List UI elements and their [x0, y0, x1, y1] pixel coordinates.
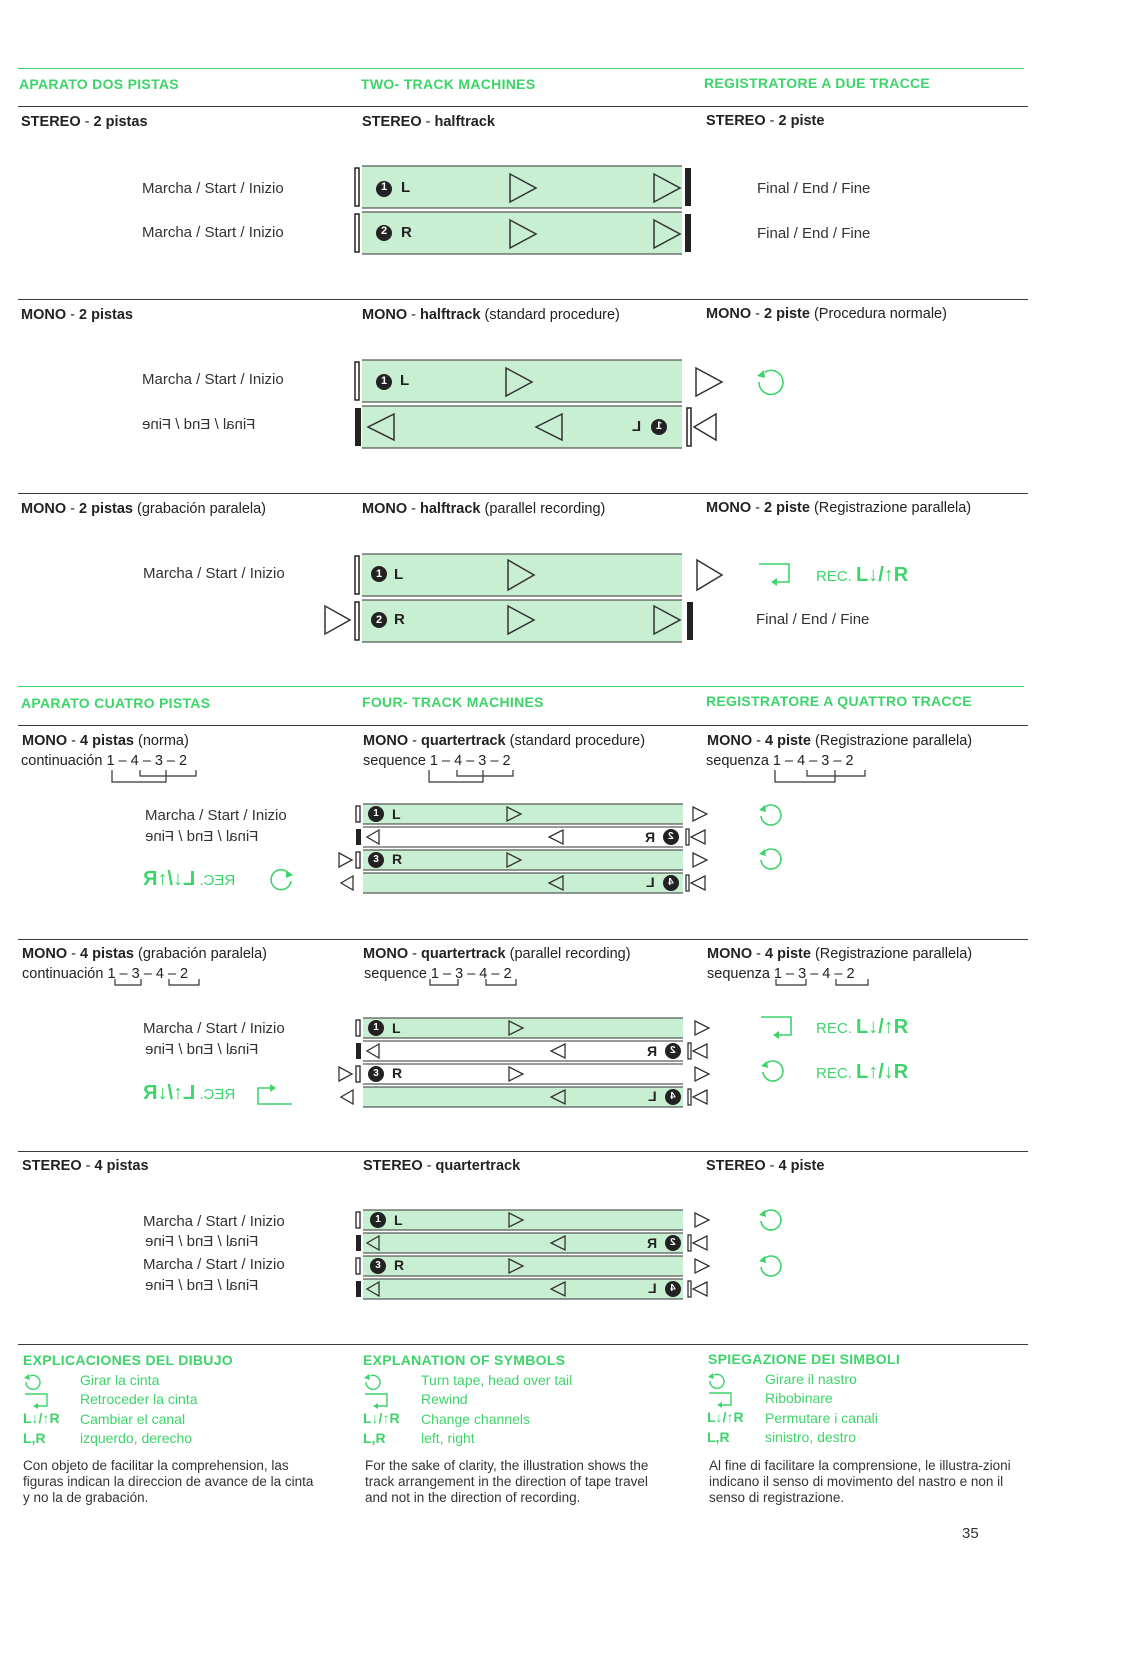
legend-note-es: Con objeto de facilitar la comprehension, las figuras indican la direccion de avance de la cinta y no la de grabación. — [23, 1458, 314, 1505]
legend-en-item: Rewind — [421, 1391, 468, 1407]
start-label: Marcha / Start / Inizio — [143, 1256, 285, 1273]
legend-key-lr: L,R — [23, 1430, 46, 1446]
end-label: Final / End / Fine — [757, 225, 871, 242]
end-label-mirrored: Final / End / Fine — [142, 416, 256, 433]
rewind-icon — [363, 1392, 391, 1410]
sequence-bracket — [427, 770, 527, 786]
section-rule — [18, 493, 1028, 494]
section-title-it: MONO - 2 piste (Registrazione parallela) — [706, 500, 972, 516]
start-label: Marcha / Start / Inizio — [143, 1213, 285, 1230]
tape-diagram-mono-2-parallel — [320, 548, 730, 648]
turn-tape-icon — [23, 1372, 47, 1392]
track-label: R — [392, 851, 403, 867]
section-title-it: STEREO - 2 piste — [706, 113, 825, 129]
section-title-en: STEREO - quartertrack — [363, 1158, 521, 1174]
start-label: Marcha / Start / Inizio — [143, 565, 285, 582]
header-en: FOUR- TRACK MACHINES — [362, 694, 544, 710]
turn-tape-icon — [757, 1253, 787, 1279]
turn-tape-icon — [755, 366, 791, 398]
rewind-icon — [707, 1391, 735, 1409]
legend-en-item: Turn tape, head over tail — [421, 1372, 573, 1388]
start-label: Marcha / Start / Inizio — [142, 180, 284, 197]
legend-es-item: Cambiar el canal — [80, 1411, 186, 1427]
section-title-it: MONO - 2 piste (Procedura normale) — [706, 306, 947, 322]
rewind-icon-mirrored — [256, 1084, 294, 1108]
section-rule — [18, 106, 1028, 107]
section-title-es: STEREO - 2 pistas — [21, 114, 148, 130]
track-number: 1 — [655, 420, 663, 432]
section-title-es: MONO - 4 pistas (norma) — [22, 733, 189, 749]
rewind-icon — [759, 1015, 795, 1039]
section-title-it: STEREO - 4 piste — [706, 1158, 825, 1174]
rec-change-channels-mirrored: REC. L↓/↑R — [143, 868, 236, 890]
track-label: R — [394, 611, 405, 628]
sequence-en: sequence 1 – 3 – 4 – 2 — [364, 966, 512, 982]
legend-es-item: Girar la cinta — [80, 1372, 160, 1388]
turn-tape-icon — [759, 1058, 789, 1084]
turn-tape-icon — [707, 1371, 731, 1391]
section-title-en: MONO - quartertrack (parallel recording) — [363, 946, 631, 962]
section-title-es: STEREO - 4 pistas — [22, 1158, 149, 1174]
legend-es-item: izquerdo, derecho — [80, 1430, 193, 1446]
legend-en-item: left, right — [421, 1430, 475, 1446]
track-label: L — [400, 372, 410, 389]
sequence-bracket — [110, 770, 210, 786]
track-number: 2 — [670, 1237, 676, 1248]
track-number: 4 — [668, 877, 674, 888]
sequence-bracket — [773, 770, 873, 786]
track-number: 1 — [373, 1022, 379, 1033]
start-label: Marcha / Start / Inizio — [142, 371, 284, 388]
section-rule — [18, 725, 1028, 726]
section-title-en: MONO - halftrack (standard procedure) — [362, 307, 620, 323]
rec-change-channels: REC. L↓/↑R — [816, 564, 909, 586]
header-es: APARATO DOS PISTAS — [19, 76, 179, 92]
track-number: 2 — [375, 614, 383, 626]
rec-change-channels: REC. L↑/↓R — [816, 1061, 909, 1083]
track-number: 1 — [373, 808, 379, 819]
track-label-mirrored: R — [645, 829, 656, 845]
track-number: 2 — [668, 831, 674, 842]
legend-it-item: Permutare i canali — [765, 1410, 878, 1426]
sequence-it: sequenza 1 – 4 – 3 – 2 — [706, 753, 854, 769]
track-label-mirrored: L — [648, 1088, 657, 1104]
tape-diagram-stereo-4 — [335, 1206, 715, 1302]
section-title-es: MONO - 2 pistas — [21, 307, 133, 323]
track-number: 1 — [380, 375, 388, 387]
end-label-mirrored: Final / End / Fine — [145, 828, 259, 845]
legend-es-item: Retroceder la cinta — [80, 1391, 198, 1407]
legend-key-lr: L,R — [707, 1429, 730, 1445]
legend-it-item: sinistro, destro — [765, 1429, 857, 1445]
track-number: 2 — [380, 225, 388, 237]
end-label: Final / End / Fine — [756, 611, 870, 628]
track-label: R — [392, 1065, 403, 1081]
section-rule — [18, 299, 1028, 300]
track-label: L — [392, 806, 401, 822]
legend-key-change: L↓/↑R — [707, 1409, 744, 1425]
sequence-es: continuación 1 – 3 – 4 – 2 — [22, 966, 189, 982]
header-es: APARATO CUATRO PISTAS — [21, 695, 211, 711]
tape-diagram-stereo-2 — [350, 160, 700, 260]
end-label-mirrored: Final / End / Fine — [145, 1041, 259, 1058]
turn-tape-icon — [757, 802, 787, 828]
start-label: Marcha / Start / Inizio — [143, 1020, 285, 1037]
section-title-en: MONO - quartertrack (standard procedure) — [363, 733, 646, 749]
sequence-bracket — [113, 979, 213, 989]
section-title-en: MONO - halftrack (parallel recording) — [362, 501, 606, 517]
legend-title-en: EXPLANATION OF SYMBOLS — [363, 1352, 566, 1368]
track-label: R — [394, 1257, 405, 1273]
start-label: Marcha / Start / Inizio — [145, 807, 287, 824]
rewind-icon — [757, 562, 793, 586]
section-title-en: STEREO - halftrack — [362, 114, 495, 130]
track-number: 3 — [373, 1068, 379, 1079]
legend-note-it: Al fine di facilitare la comprensione, le illustra-zioni indicano il senso di movimento del nastro e non il senso di registrazione. — [709, 1458, 1011, 1505]
header-rule — [18, 68, 1024, 69]
track-number: 3 — [373, 854, 379, 865]
rec-change-channels: REC. L↓/↑R — [816, 1016, 909, 1038]
track-label-mirrored: L — [648, 1280, 657, 1296]
page-number: 35 — [962, 1525, 979, 1542]
sequence-bracket — [428, 979, 528, 989]
sequence-es: continuación 1 – 4 – 3 – 2 — [21, 753, 188, 769]
end-label: Final / End / Fine — [757, 180, 871, 197]
section-title-it: MONO - 4 piste (Registrazione parallela) — [707, 733, 973, 749]
turn-tape-icon — [757, 846, 787, 872]
header-rule — [18, 686, 1024, 687]
end-label-mirrored: Final / End / Fine — [145, 1233, 259, 1250]
rewind-icon — [23, 1392, 51, 1410]
legend-it-item: Ribobinare — [765, 1390, 833, 1406]
section-rule — [18, 1151, 1028, 1152]
track-label-mirrored: L — [646, 874, 655, 890]
sequence-bracket — [774, 979, 874, 989]
track-label-mirrored: L — [632, 418, 642, 435]
turn-tape-icon — [757, 1207, 787, 1233]
header-it: REGISTRATORE A DUE TRACCE — [704, 75, 931, 91]
track-number: 1 — [380, 181, 388, 193]
header-it: REGISTRATORE A QUATTRO TRACCE — [706, 693, 972, 709]
section-title-es: MONO - 2 pistas (grabación paralela) — [21, 501, 266, 517]
track-label-mirrored: R — [647, 1043, 658, 1059]
turn-tape-icon — [266, 866, 296, 896]
track-label-mirrored: R — [647, 1235, 658, 1251]
legend-key-lr: L,R — [363, 1430, 386, 1446]
track-label: R — [401, 224, 412, 241]
track-label: L — [394, 1212, 403, 1228]
track-number: 2 — [670, 1045, 676, 1056]
track-number: 1 — [375, 568, 383, 580]
end-label-mirrored: Final / End / Fine — [145, 1277, 259, 1294]
section-rule — [18, 939, 1028, 940]
legend-key-change: L↓/↑R — [363, 1410, 400, 1426]
legend-en-item: Change channels — [421, 1411, 530, 1427]
turn-tape-icon — [363, 1372, 387, 1392]
track-number: 4 — [670, 1091, 676, 1102]
track-number: 1 — [375, 1214, 381, 1225]
sequence-it: sequenza 1 – 3 – 4 – 2 — [707, 966, 855, 982]
track-label: L — [394, 566, 404, 583]
header-en: TWO- TRACK MACHINES — [361, 76, 536, 92]
section-title-es: MONO - 4 pistas (grabación paralela) — [22, 946, 267, 962]
rec-change-channels-mirrored: REC. L↑/↓R — [143, 1082, 236, 1104]
tape-diagram-mono-2 — [350, 354, 730, 454]
sequence-en: sequence 1 – 4 – 3 – 2 — [363, 753, 511, 769]
section-title-it: MONO - 4 piste (Registrazione parallela) — [707, 946, 973, 962]
track-label: L — [401, 179, 411, 196]
legend-key-change: L↓/↑R — [23, 1410, 60, 1426]
legend-it-item: Girare il nastro — [765, 1371, 857, 1387]
track-number: 4 — [670, 1283, 676, 1294]
track-number: 3 — [375, 1260, 381, 1271]
section-rule — [18, 1344, 1028, 1345]
start-label: Marcha / Start / Inizio — [142, 224, 284, 241]
track-label: L — [392, 1020, 401, 1036]
legend-title-it: SPIEGAZIONE DEI SIMBOLI — [708, 1351, 901, 1367]
legend-note-en: For the sake of clarity, the illustration shows the track arrangement in the direction of tape travel and not in the direction of recording. — [365, 1458, 649, 1505]
legend-title-es: EXPLICACIONES DEL DIBUJO — [23, 1352, 233, 1368]
